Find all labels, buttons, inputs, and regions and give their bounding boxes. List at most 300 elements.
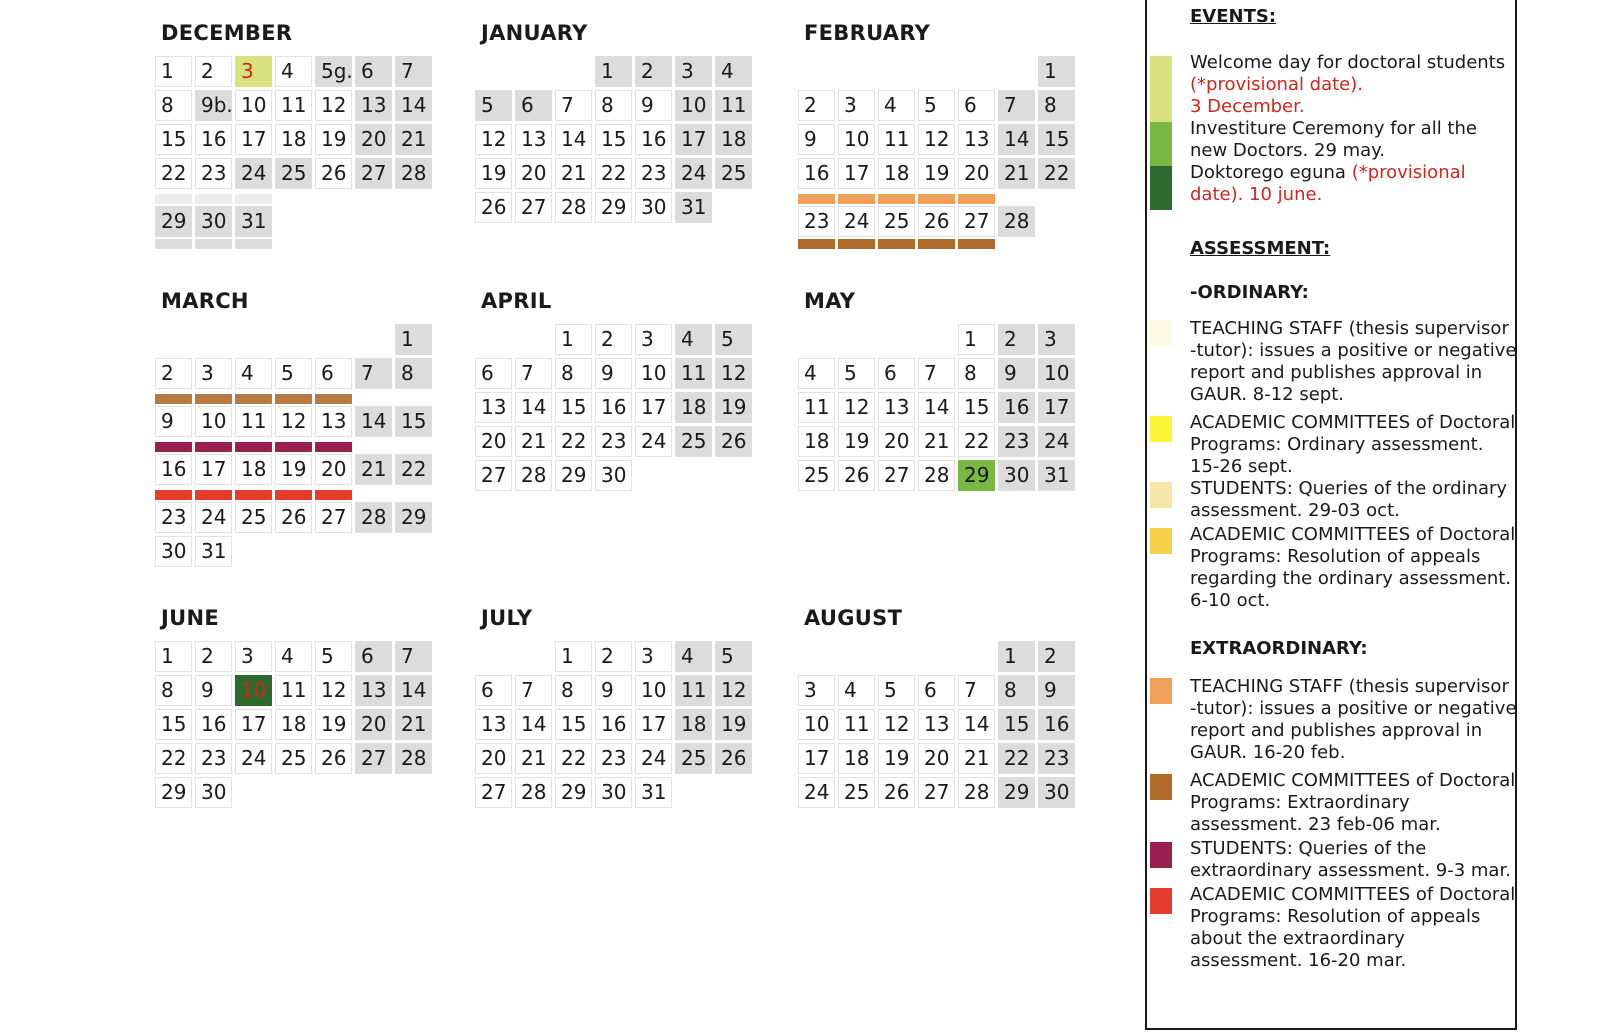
month-grid <box>798 56 1081 252</box>
day-cell: 10 <box>838 124 875 155</box>
day-cell: 11 <box>675 675 712 706</box>
day-cell: 29 <box>395 502 432 533</box>
day-cell: 19 <box>878 743 915 774</box>
period-bar <box>275 442 312 452</box>
day-cell: 24 <box>635 743 672 774</box>
day-cell: 29 <box>555 777 592 808</box>
month-july <box>475 603 758 823</box>
day-cell: 25 <box>235 502 272 533</box>
day-cell: 31 <box>675 192 712 223</box>
month-title: FEBRUARY <box>804 21 931 45</box>
day-cell: 6 <box>918 675 955 706</box>
day-cell: 3 <box>798 675 835 706</box>
day-cell: 11 <box>235 406 272 437</box>
day-cell: 12 <box>275 406 312 437</box>
period-bar <box>235 490 272 500</box>
day-cell: 12 <box>315 90 352 121</box>
day-cell: 13 <box>475 709 512 740</box>
day-cell: 23 <box>595 426 632 457</box>
day-cell: 3 <box>838 90 875 121</box>
day-cell: 28 <box>395 743 432 774</box>
day-cell: 11 <box>275 90 312 121</box>
day-cell: 23 <box>798 206 835 237</box>
day-cell: 9 <box>155 406 192 437</box>
ord4-legend: ACADEMIC COMMITTEES of Doctoral Programs: Resolution of appeals regarding the ordinary assessment. 6-10 oct. <box>1190 524 1516 611</box>
day-cell: 13 <box>958 124 995 155</box>
day-cell: 5 <box>838 358 875 389</box>
day-cell: 14 <box>355 406 392 437</box>
period-bar <box>798 194 835 204</box>
day-cell: 1 <box>595 56 632 87</box>
period-bar <box>918 239 955 249</box>
day-cell: 19 <box>715 709 752 740</box>
month-grid <box>798 324 1081 506</box>
ord1-legend: TEACHING STAFF (thesis supervisor -tutor): issues a positive or negative report and publishes approval in GAUR. 8-12 sept. <box>1190 318 1517 405</box>
day-cell: 6 <box>355 56 392 87</box>
day-cell: 15 <box>595 124 632 155</box>
day-cell: 15 <box>155 709 192 740</box>
month-title: JANUARY <box>481 21 588 45</box>
day-cell: 16 <box>1038 709 1075 740</box>
day-cell: 4 <box>675 641 712 672</box>
day-cell: 3 <box>635 324 672 355</box>
day-cell: 7 <box>918 358 955 389</box>
day-cell: 23 <box>195 158 232 189</box>
day-cell: 28 <box>918 460 955 491</box>
day-cell: 5 <box>878 675 915 706</box>
day-cell: 1 <box>555 641 592 672</box>
day-cell: 26 <box>715 743 752 774</box>
day-cell: 28 <box>555 192 592 223</box>
period-bar <box>235 442 272 452</box>
ord3-legend: STUDENTS: Queries of the ordinary assessment. 29-03 oct. <box>1190 478 1508 521</box>
day-cell: 20 <box>878 426 915 457</box>
day-cell: 22 <box>998 743 1035 774</box>
month-may <box>798 286 1081 506</box>
day-cell: 21 <box>355 454 392 485</box>
day-cell: 24 <box>195 502 232 533</box>
day-cell: 10 <box>1038 358 1075 389</box>
day-cell: 5 <box>315 641 352 672</box>
month-grid <box>475 56 758 238</box>
day-cell: 30 <box>195 206 232 237</box>
month-grid <box>475 641 758 823</box>
day-cell: 14 <box>395 675 432 706</box>
period-bar <box>195 442 232 452</box>
day-cell: 27 <box>918 777 955 808</box>
day-cell: 6 <box>878 358 915 389</box>
day-cell: 18 <box>675 709 712 740</box>
period-bar <box>155 442 192 452</box>
event2-legend: Investiture Ceremony for all the new Doctors. 29 may. <box>1190 118 1477 161</box>
month-january <box>475 18 758 238</box>
day-cell: 2 <box>998 324 1035 355</box>
ord3-swatch <box>1150 482 1172 508</box>
day-cell: 23 <box>998 426 1035 457</box>
period-bar <box>315 490 352 500</box>
day-cell: 10 <box>235 675 272 706</box>
day-cell: 9 <box>1038 675 1075 706</box>
day-cell: 21 <box>918 426 955 457</box>
month-april <box>475 286 758 506</box>
month-title: MAY <box>804 289 856 313</box>
day-cell: 26 <box>715 426 752 457</box>
day-cell: 24 <box>838 206 875 237</box>
day-cell: 8 <box>155 90 192 121</box>
day-cell: 5g. <box>315 56 352 87</box>
day-cell: 2 <box>798 90 835 121</box>
period-bar <box>315 442 352 452</box>
period-bar <box>838 194 875 204</box>
day-cell: 27 <box>315 502 352 533</box>
day-cell: 17 <box>838 158 875 189</box>
day-cell: 6 <box>475 358 512 389</box>
day-cell: 14 <box>515 392 552 423</box>
day-cell: 22 <box>155 743 192 774</box>
day-cell: 4 <box>715 56 752 87</box>
day-cell: 21 <box>998 158 1035 189</box>
day-cell: 15 <box>998 709 1035 740</box>
day-cell: 25 <box>838 777 875 808</box>
period-bar <box>155 194 192 204</box>
month-title: JULY <box>481 606 533 630</box>
day-cell: 26 <box>315 158 352 189</box>
day-cell: 26 <box>878 777 915 808</box>
day-cell: 8 <box>958 358 995 389</box>
day-cell: 4 <box>878 90 915 121</box>
day-cell: 30 <box>155 536 192 567</box>
day-cell: 30 <box>998 460 1035 491</box>
month-june <box>155 603 438 823</box>
day-cell: 17 <box>1038 392 1075 423</box>
day-cell: 8 <box>555 358 592 389</box>
day-cell: 20 <box>918 743 955 774</box>
day-cell: 13 <box>918 709 955 740</box>
event3-legend: Doktorego eguna (*provisional date). 10 june. <box>1190 162 1466 205</box>
day-cell: 7 <box>998 90 1035 121</box>
day-cell: 5 <box>918 90 955 121</box>
day-cell: 5 <box>715 324 752 355</box>
day-cell: 19 <box>838 426 875 457</box>
day-cell: 26 <box>475 192 512 223</box>
period-bar <box>155 394 192 404</box>
day-cell: 2 <box>195 56 232 87</box>
period-bar <box>878 239 915 249</box>
day-cell: 6 <box>958 90 995 121</box>
day-cell: 16 <box>195 124 232 155</box>
day-cell: 13 <box>355 90 392 121</box>
day-cell: 21 <box>555 158 592 189</box>
ordinary-heading: -ORDINARY: <box>1190 282 1309 303</box>
day-cell: 24 <box>635 426 672 457</box>
day-cell: 25 <box>715 158 752 189</box>
ext4-swatch <box>1150 888 1172 914</box>
ord1-swatch <box>1150 320 1172 346</box>
day-cell: 7 <box>515 675 552 706</box>
day-cell: 4 <box>275 641 312 672</box>
day-cell: 7 <box>515 358 552 389</box>
period-bar <box>195 239 232 249</box>
day-cell: 12 <box>918 124 955 155</box>
day-cell: 28 <box>998 206 1035 237</box>
day-cell: 14 <box>515 709 552 740</box>
day-cell: 24 <box>235 743 272 774</box>
period-bar <box>235 194 272 204</box>
day-cell: 25 <box>878 206 915 237</box>
day-cell: 1 <box>958 324 995 355</box>
event2-swatch <box>1150 122 1172 166</box>
day-cell: 6 <box>515 90 552 121</box>
day-cell: 16 <box>798 158 835 189</box>
day-cell: 28 <box>515 460 552 491</box>
day-cell: 13 <box>515 124 552 155</box>
day-cell: 2 <box>595 641 632 672</box>
day-cell: 22 <box>1038 158 1075 189</box>
day-cell: 2 <box>595 324 632 355</box>
month-grid <box>475 324 758 506</box>
day-cell: 19 <box>475 158 512 189</box>
day-cell: 26 <box>315 743 352 774</box>
day-cell: 9 <box>998 358 1035 389</box>
day-cell: 1 <box>155 641 192 672</box>
day-cell: 27 <box>878 460 915 491</box>
day-cell: 22 <box>555 743 592 774</box>
day-cell: 6 <box>475 675 512 706</box>
day-cell: 16 <box>635 124 672 155</box>
day-cell: 18 <box>838 743 875 774</box>
day-cell: 16 <box>195 709 232 740</box>
event1-legend: Welcome day for doctoral students (*provisional date). 3 December. <box>1190 52 1506 117</box>
day-cell: 12 <box>715 358 752 389</box>
day-cell: 8 <box>595 90 632 121</box>
ext1-swatch <box>1150 678 1172 704</box>
period-bar <box>315 394 352 404</box>
day-cell: 1 <box>555 324 592 355</box>
day-cell: 15 <box>395 406 432 437</box>
day-cell: 29 <box>958 460 995 491</box>
period-bar <box>275 490 312 500</box>
month-title: APRIL <box>481 289 552 313</box>
day-cell: 19 <box>315 124 352 155</box>
day-cell: 15 <box>555 392 592 423</box>
day-cell: 14 <box>918 392 955 423</box>
ord2-swatch <box>1150 416 1172 442</box>
day-cell: 5 <box>715 641 752 672</box>
day-cell: 31 <box>635 777 672 808</box>
day-cell: 9 <box>195 675 232 706</box>
day-cell: 29 <box>155 206 192 237</box>
day-cell: 29 <box>155 777 192 808</box>
day-cell: 19 <box>715 392 752 423</box>
day-cell: 2 <box>1038 641 1075 672</box>
day-cell: 12 <box>315 675 352 706</box>
day-cell: 9 <box>595 358 632 389</box>
day-cell: 13 <box>475 392 512 423</box>
ext2-swatch <box>1150 774 1172 800</box>
day-cell: 17 <box>635 709 672 740</box>
day-cell: 21 <box>395 124 432 155</box>
day-cell: 4 <box>838 675 875 706</box>
ord2-legend: ACADEMIC COMMITTEES of Doctoral Programs: Ordinary assessment. 15-26 sept. <box>1190 412 1516 477</box>
day-cell: 12 <box>838 392 875 423</box>
day-cell: 15 <box>958 392 995 423</box>
day-cell: 18 <box>798 426 835 457</box>
day-cell: 20 <box>355 709 392 740</box>
period-bar <box>275 394 312 404</box>
day-cell: 9 <box>635 90 672 121</box>
day-cell: 22 <box>155 158 192 189</box>
day-cell: 14 <box>555 124 592 155</box>
day-cell: 13 <box>315 406 352 437</box>
day-cell: 20 <box>515 158 552 189</box>
day-cell: 1 <box>155 56 192 87</box>
day-cell: 4 <box>675 324 712 355</box>
period-bar <box>155 239 192 249</box>
day-cell: 9 <box>798 124 835 155</box>
day-cell: 23 <box>595 743 632 774</box>
day-cell: 11 <box>878 124 915 155</box>
day-cell: 30 <box>195 777 232 808</box>
day-cell: 2 <box>635 56 672 87</box>
day-cell: 23 <box>635 158 672 189</box>
day-cell: 24 <box>1038 426 1075 457</box>
day-cell: 12 <box>475 124 512 155</box>
month-march <box>155 286 438 582</box>
day-cell: 27 <box>958 206 995 237</box>
day-cell: 26 <box>838 460 875 491</box>
day-cell: 27 <box>355 158 392 189</box>
period-bar <box>195 194 232 204</box>
day-cell: 27 <box>475 460 512 491</box>
event3-swatch <box>1150 166 1172 210</box>
day-cell: 1 <box>1038 56 1075 87</box>
day-cell: 24 <box>798 777 835 808</box>
day-cell: 22 <box>395 454 432 485</box>
period-bar <box>878 194 915 204</box>
day-cell: 2 <box>195 641 232 672</box>
day-cell: 3 <box>195 358 232 389</box>
event1-swatch <box>1150 56 1172 122</box>
period-bar <box>235 394 272 404</box>
day-cell: 15 <box>1038 124 1075 155</box>
day-cell: 21 <box>958 743 995 774</box>
period-bar <box>155 490 192 500</box>
day-cell: 21 <box>515 426 552 457</box>
day-cell: 9 <box>595 675 632 706</box>
day-cell: 7 <box>355 358 392 389</box>
day-cell: 22 <box>555 426 592 457</box>
day-cell: 14 <box>998 124 1035 155</box>
day-cell: 11 <box>838 709 875 740</box>
day-cell: 23 <box>195 743 232 774</box>
day-cell: 25 <box>275 158 312 189</box>
period-bar <box>918 194 955 204</box>
day-cell: 4 <box>235 358 272 389</box>
day-cell: 30 <box>595 460 632 491</box>
day-cell: 18 <box>715 124 752 155</box>
day-cell: 12 <box>878 709 915 740</box>
day-cell: 24 <box>235 158 272 189</box>
day-cell: 25 <box>675 743 712 774</box>
day-cell: 28 <box>958 777 995 808</box>
day-cell: 3 <box>1038 324 1075 355</box>
day-cell: 8 <box>395 358 432 389</box>
day-cell: 16 <box>595 709 632 740</box>
day-cell: 31 <box>195 536 232 567</box>
month-grid <box>155 641 438 823</box>
month-grid <box>155 324 438 582</box>
day-cell: 10 <box>675 90 712 121</box>
day-cell: 13 <box>878 392 915 423</box>
day-cell: 27 <box>355 743 392 774</box>
day-cell: 7 <box>555 90 592 121</box>
period-bar <box>838 239 875 249</box>
day-cell: 26 <box>918 206 955 237</box>
day-cell: 18 <box>675 392 712 423</box>
day-cell: 10 <box>195 406 232 437</box>
day-cell: 20 <box>315 454 352 485</box>
day-cell: 23 <box>1038 743 1075 774</box>
ord4-swatch <box>1150 528 1172 554</box>
day-cell: 7 <box>395 641 432 672</box>
day-cell: 22 <box>595 158 632 189</box>
day-cell: 9b. <box>195 90 232 121</box>
day-cell: 26 <box>275 502 312 533</box>
day-cell: 27 <box>475 777 512 808</box>
day-cell: 10 <box>798 709 835 740</box>
day-cell: 16 <box>155 454 192 485</box>
day-cell: 31 <box>235 206 272 237</box>
day-cell: 22 <box>958 426 995 457</box>
events-heading: EVENTS: <box>1190 6 1277 27</box>
day-cell: 19 <box>275 454 312 485</box>
day-cell: 28 <box>395 158 432 189</box>
day-cell: 17 <box>635 392 672 423</box>
month-december <box>155 18 438 252</box>
day-cell: 30 <box>1038 777 1075 808</box>
day-cell: 17 <box>195 454 232 485</box>
month-february <box>798 18 1081 252</box>
ext2-legend: ACADEMIC COMMITTEES of Doctoral Programs: Extraordinary assessment. 23 feb-06 mar. <box>1190 770 1516 835</box>
day-cell: 7 <box>395 56 432 87</box>
day-cell: 17 <box>798 743 835 774</box>
day-cell: 29 <box>595 192 632 223</box>
day-cell: 10 <box>635 675 672 706</box>
day-cell: 6 <box>315 358 352 389</box>
day-cell: 30 <box>595 777 632 808</box>
assessment-heading: ASSESSMENT: <box>1190 238 1331 259</box>
day-cell: 8 <box>1038 90 1075 121</box>
ext3-legend: STUDENTS: Queries of the extraordinary assessment. 9-3 mar. <box>1190 838 1511 881</box>
day-cell: 7 <box>958 675 995 706</box>
day-cell: 3 <box>675 56 712 87</box>
month-grid <box>798 641 1081 823</box>
day-cell: 11 <box>798 392 835 423</box>
day-cell: 2 <box>155 358 192 389</box>
month-title: DECEMBER <box>161 21 293 45</box>
day-cell: 11 <box>715 90 752 121</box>
ext1-legend: TEACHING STAFF (thesis supervisor -tutor): issues a positive or negative report and publishes approval in GAUR. 16-20 feb. <box>1190 676 1517 763</box>
day-cell: 16 <box>998 392 1035 423</box>
day-cell: 28 <box>355 502 392 533</box>
day-cell: 21 <box>395 709 432 740</box>
day-cell: 25 <box>675 426 712 457</box>
day-cell: 11 <box>675 358 712 389</box>
month-title: AUGUST <box>804 606 903 630</box>
ext3-swatch <box>1150 842 1172 868</box>
day-cell: 25 <box>275 743 312 774</box>
day-cell: 13 <box>355 675 392 706</box>
